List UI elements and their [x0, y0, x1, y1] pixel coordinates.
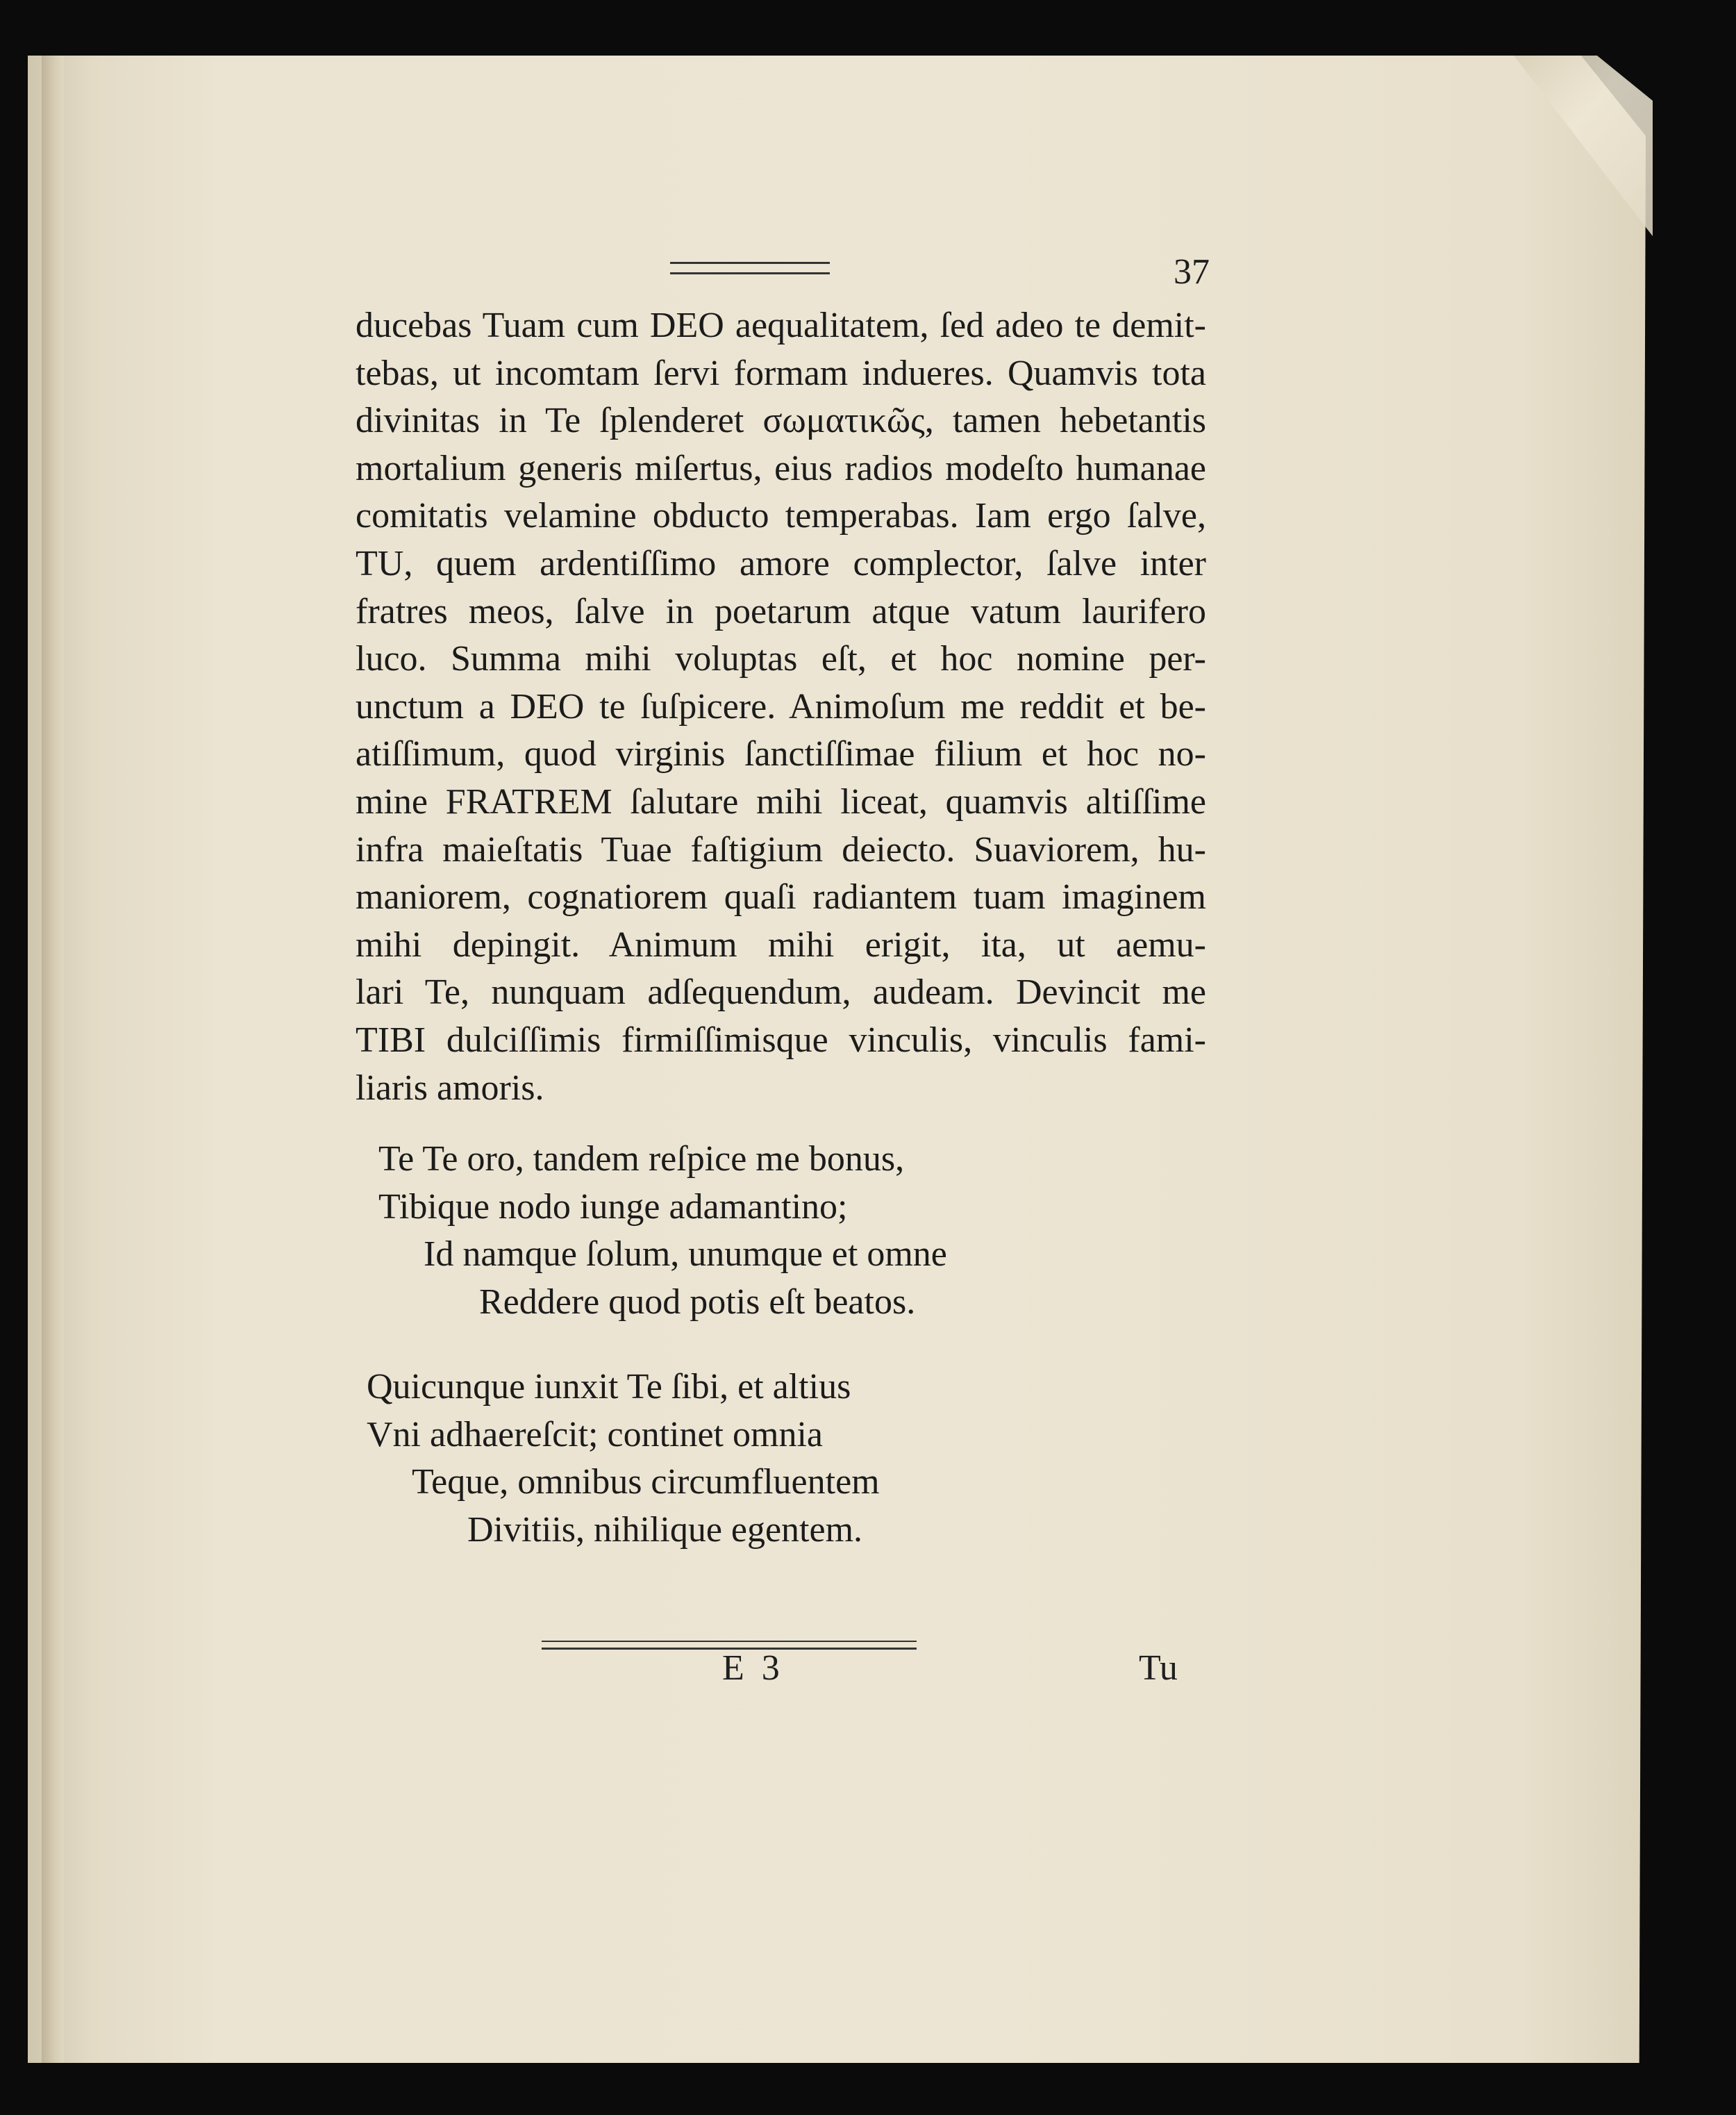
text-line: atiſſimum, quod virginis ſanctiſſimae filium et hoc no- — [356, 734, 1206, 774]
text-line: mortalium generis miſertus, eius radios modeſto humanae — [356, 448, 1206, 488]
text-line: mine FRATREM ſalutare mihi liceat, quamvis altiſſime — [356, 781, 1206, 822]
text-line: comitatis velamine obducto temperabas. Iam ergo ſalve, — [356, 496, 1206, 536]
verse-line: Reddere quod potis eſt beatos. — [479, 1282, 916, 1322]
text-line: lari Te, nunquam adſequendum, audeam. Devincit me — [356, 972, 1206, 1013]
text-line: TIBI dulciſſimis firmiſſimisque vinculis, vinculis fami- — [356, 1020, 1206, 1060]
verse-line: Id namque ſolum, unumque et omne — [424, 1234, 947, 1275]
verse-line: Quicunque iunxit Te ſibi, et altius — [367, 1367, 851, 1407]
signature-mark: E 3 — [722, 1648, 784, 1688]
verse-line: Vni adhaereſcit; continet omnia — [367, 1414, 823, 1454]
verse-line: Teque, omnibus circumfluentem — [412, 1462, 880, 1502]
text-line: fratres meos, ſalve in poetarum atque vatum laurifero — [356, 591, 1206, 631]
page-number: 37 — [1174, 252, 1210, 292]
catchword: Tu — [1139, 1648, 1178, 1688]
header-rule — [670, 262, 830, 274]
text-line: luco. Summa mihi voluptas eſt, et hoc nomine per- — [356, 639, 1206, 679]
text-line: maniorem, cognatiorem quaſi radiantem tuam imaginem — [356, 877, 1206, 918]
text-line: liaris amoris. — [356, 1068, 544, 1108]
text-line: unctum a DEO te ſuſpicere. Animoſum me reddit et be- — [356, 686, 1206, 727]
verse-line: Te Te oro, tandem reſpice me bonus, — [378, 1139, 905, 1179]
body-paragraph — [356, 302, 1206, 1112]
verse-line: Tibique nodo iunge adamantino; — [378, 1186, 848, 1227]
text-line: infra maieſtatis Tuae faſtigium deiecto. Suaviorem, hu- — [356, 829, 1206, 870]
text-line: ducebas Tuam cum DEO aequalitatem, ſed adeo te demit- — [356, 306, 1206, 345]
verse-line: Divitiis, nihilique egentem. — [467, 1509, 863, 1550]
text-line: TU, quem ardentiſſimo amore complector, ſalve inter — [356, 543, 1206, 583]
verse-stanza-2 — [367, 1363, 880, 1554]
text-line: mihi depingit. Animum mihi erigit, ita, ut aemu- — [356, 924, 1206, 965]
text-line: divinitas in Te ſplenderet σωματικῶς, tamen hebetantis — [356, 401, 1206, 441]
text-line: tebas, ut incomtam ſervi formam indueres. Quamvis tota — [356, 353, 1206, 393]
verse-stanza-1 — [378, 1136, 947, 1326]
page-gutter — [42, 56, 64, 2063]
